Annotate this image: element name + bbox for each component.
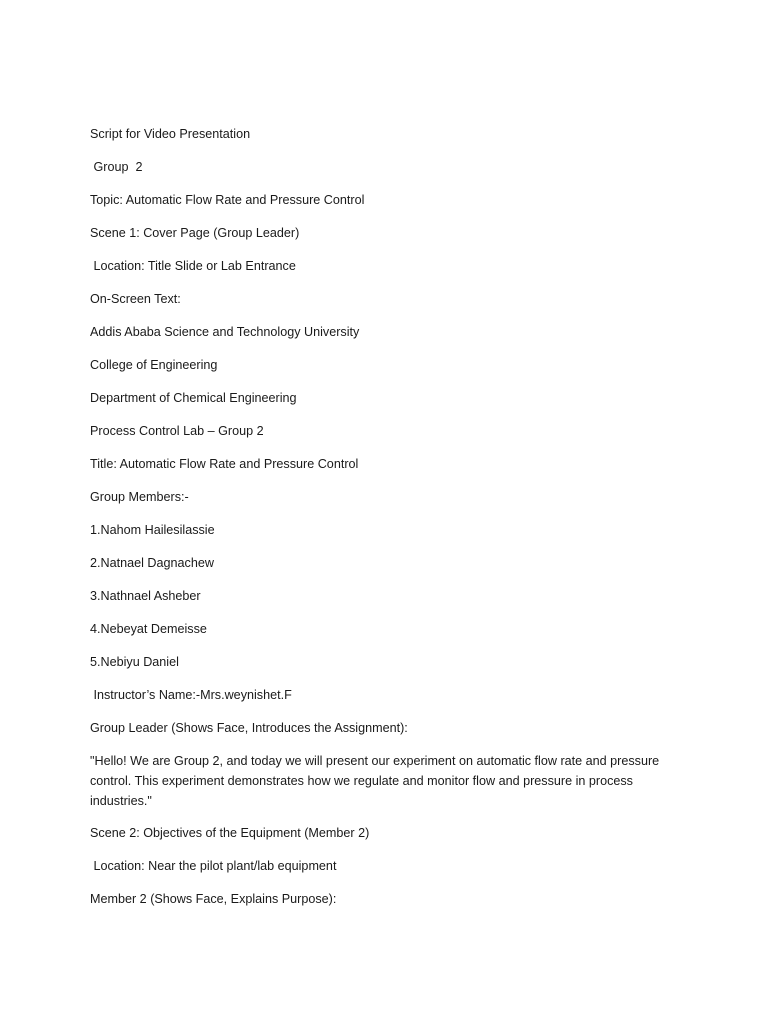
script-body (90, 124, 690, 922)
on-screen-text-label: On-Screen Text: (90, 292, 181, 306)
doc-title: Script for Video Presentation (90, 127, 251, 141)
group-members-label: Group Members:- (90, 490, 189, 504)
member-3: 3.Nathnael Asheber (90, 589, 201, 603)
college-name: College of Engineering (90, 358, 218, 372)
lab-group-line: Process Control Lab – Group 2 (90, 424, 264, 438)
group-leader-heading: Group Leader (Shows Face, Introduces the Assignment): (90, 721, 408, 735)
scene-2-heading: Scene 2: Objectives of the Equipment (Member 2) (90, 826, 370, 840)
scene-2-location: Location: Near the pilot plant/lab equipment (90, 859, 337, 873)
department-name: Department of Chemical Engineering (90, 391, 297, 405)
scene-1-location: Location: Title Slide or Lab Entrance (90, 259, 296, 273)
member-1: 1.Nahom Hailesilassie (90, 523, 215, 537)
member-2: 2.Natnael Dagnachew (90, 556, 214, 570)
topic-line: Topic: Automatic Flow Rate and Pressure Control (90, 193, 365, 207)
member-2-heading: Member 2 (Shows Face, Explains Purpose): (90, 892, 337, 906)
member-5: 5.Nebiyu Daniel (90, 655, 179, 669)
title-line: Title: Automatic Flow Rate and Pressure Control (90, 457, 359, 471)
intro-quote: "Hello! We are Group 2, and today we will present our experiment on automatic flow rate and pressure control. This experiment demonstrates how we regulate and monitor flow and pressure in process industries." (90, 754, 660, 808)
university-name: Addis Ababa Science and Technology University (90, 325, 360, 339)
group-label: Group 2 (90, 160, 143, 174)
instructor-name: Instructor’s Name:-Mrs.weynishet.F (90, 688, 292, 702)
scene-1-heading: Scene 1: Cover Page (Group Leader) (90, 226, 300, 240)
member-4: 4.Nebeyat Demeisse (90, 622, 207, 636)
